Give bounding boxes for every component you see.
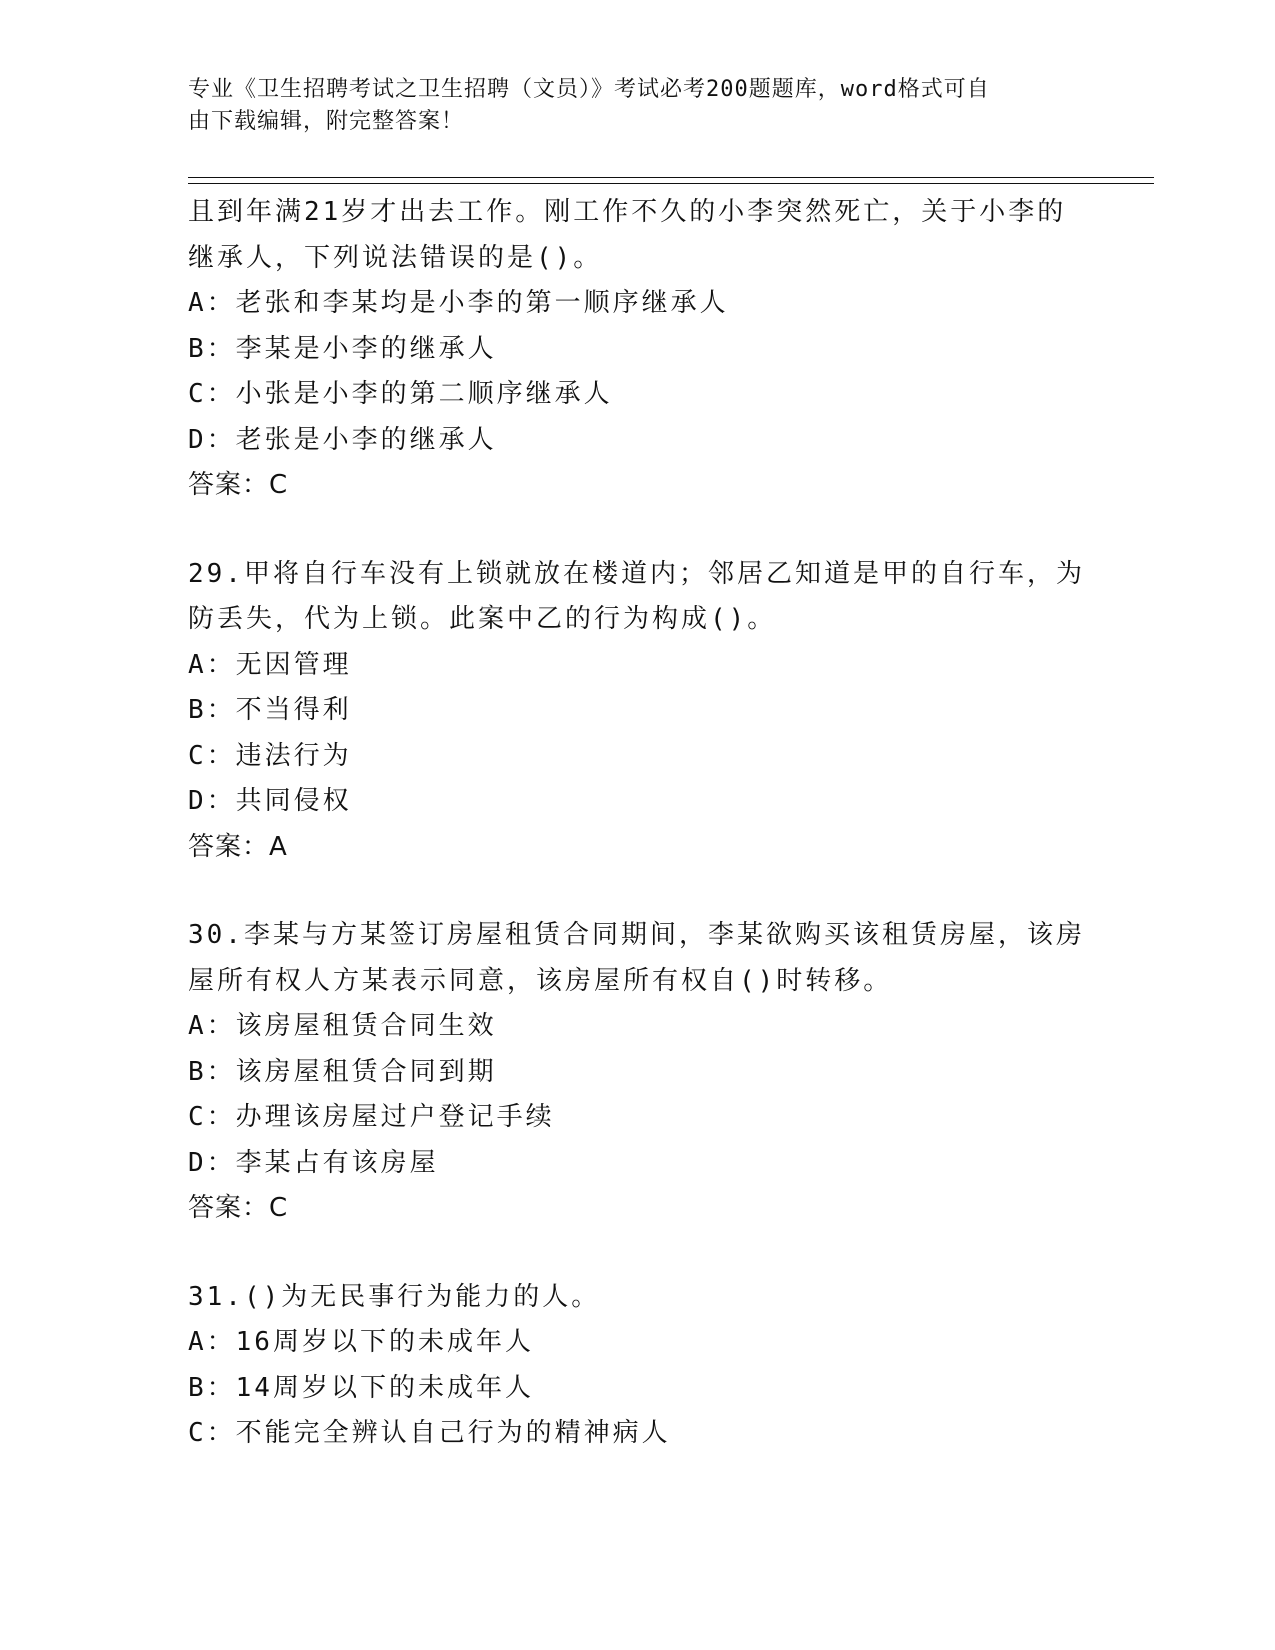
- question-stem-line: 30.李某与方某签订房屋租赁合同期间，李某欲购买该租赁房屋，该房: [188, 920, 1085, 950]
- question-spacer: [188, 509, 1088, 552]
- document-header: [188, 74, 1088, 138]
- option-d: D：李某占有该房屋: [188, 1147, 439, 1178]
- question-stem-line: 继承人，下列说法错误的是()。: [188, 242, 603, 273]
- option-b: B：李某是小李的继承人: [188, 333, 497, 364]
- option-c: C：小张是小李的第二顺序继承人: [188, 379, 613, 409]
- question-spacer: [188, 1232, 1088, 1275]
- option-b: B：该房屋租赁合同到期: [188, 1056, 497, 1087]
- question-stem-line: 31.()为无民事行为能力的人。: [188, 1281, 601, 1312]
- answer-label: 答案：C: [188, 1193, 289, 1223]
- question-stem-line: 屋所有权人方某表示同意，该房屋所有权自()时转移。: [188, 965, 893, 996]
- header-line-2: 由下载编辑，附完整答案！: [188, 109, 465, 134]
- question-31: [188, 1275, 1088, 1457]
- header-rule-bottom: [188, 183, 1154, 184]
- question-list: [188, 190, 1088, 1457]
- option-a: A：16周岁以下的未成年人: [188, 1327, 534, 1357]
- answer-label: 答案：C: [188, 470, 289, 500]
- header-line-1: 专业《卫生招聘考试之卫生招聘（文员）》考试必考200题题库，word格式可自: [188, 77, 990, 102]
- question-29: [188, 552, 1088, 871]
- option-d: D：共同侵权: [188, 786, 352, 816]
- question-stem-line: 且到年满21岁才出去工作。刚工作不久的小李突然死亡，关于小李的: [188, 197, 1067, 227]
- option-a: A：该房屋租赁合同生效: [188, 1011, 497, 1041]
- option-a: A：无因管理: [188, 649, 352, 680]
- question-28-continued: [188, 190, 1088, 509]
- option-c: C：不能完全辨认自己行为的精神病人: [188, 1418, 671, 1448]
- answer-label: 答案：A: [188, 831, 288, 862]
- question-spacer: [188, 870, 1088, 913]
- option-b: B：14周岁以下的未成年人: [188, 1372, 534, 1403]
- question-stem-line: 29.甲将自行车没有上锁就放在楼道内；邻居乙知道是甲的自行车，为: [188, 558, 1085, 589]
- option-a: A：老张和李某均是小李的第一顺序继承人: [188, 288, 729, 318]
- question-30: [188, 913, 1088, 1232]
- question-stem-line: 防丢失，代为上锁。此案中乙的行为构成()。: [188, 604, 777, 634]
- option-c: C：违法行为: [188, 740, 352, 771]
- option-c: C：办理该房屋过户登记手续: [188, 1102, 555, 1132]
- option-d: D：老张是小李的继承人: [188, 424, 497, 455]
- option-b: B：不当得利: [188, 695, 352, 725]
- header-rule-top: [188, 177, 1154, 178]
